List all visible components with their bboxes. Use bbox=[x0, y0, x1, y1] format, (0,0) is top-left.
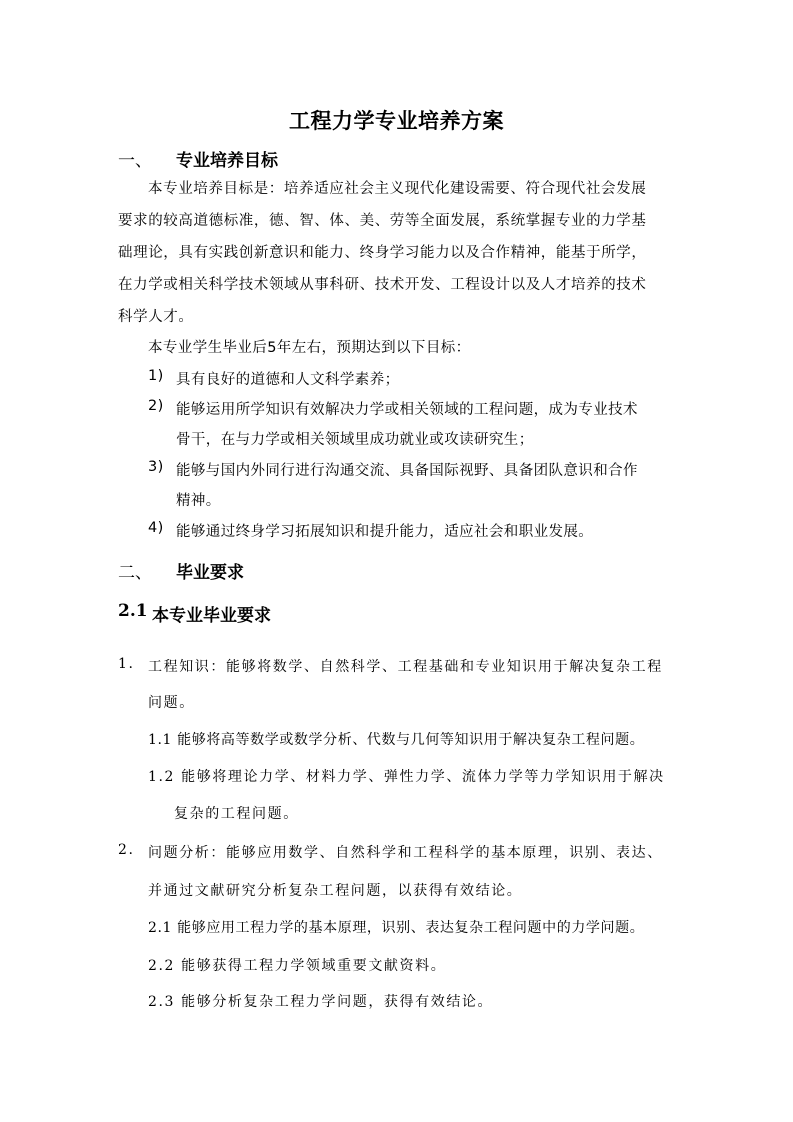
requirement-text: 问题。 bbox=[148, 695, 195, 711]
goal-text: 骨干，在与力学或相关领域里成功就业或攻读研究生； bbox=[176, 432, 534, 448]
goal-number: 1) bbox=[148, 368, 164, 384]
document-title: 工程力学专业培养方案 bbox=[289, 109, 504, 133]
indicator-item: 2.1 能够应用工程力学的基本原理，识别、表达复杂工程问题中的力学问题。 bbox=[148, 920, 645, 936]
goals-intro: 本专业学生毕业后5年左右，预期达到以下目标： bbox=[148, 340, 471, 356]
goal-text: 精神。 bbox=[176, 493, 221, 509]
indicator-item: 1.1 能够将高等数学或数学分析、代数与几何等知识用于解决复杂工程问题。 bbox=[148, 732, 645, 748]
paragraph-line: 本专业培养目标是：培养适应社会主义现代化建设需要、符合现代社会发展 bbox=[148, 181, 647, 197]
subsection-heading: 本专业毕业要求 bbox=[152, 606, 271, 626]
indicator-item: 1.2 能够将理论力学、材料力学、弹性力学、流体力学等力学知识用于解决 bbox=[148, 769, 665, 785]
paragraph-line: 础理论，具有实践创新意识和能力、终身学习能力以及合作精神，能基于所学， bbox=[118, 245, 647, 261]
section-2-heading: 毕业要求 bbox=[176, 563, 244, 583]
goal-number: 3) bbox=[148, 459, 164, 475]
section-1-number: 一、 bbox=[118, 151, 152, 171]
goal-text: 具有良好的道德和人文科学素养； bbox=[176, 372, 400, 388]
requirement-text: 并通过文献研究分析复杂工程问题，以获得有效结论。 bbox=[148, 883, 523, 899]
paragraph-line: 在力学或相关科学技术领域从事科研、技术开发、工程设计以及人才培养的技术 bbox=[118, 277, 647, 293]
section-2-number: 二、 bbox=[118, 563, 152, 583]
goal-text: 能够通过终身学习拓展知识和提升能力，适应社会和职业发展。 bbox=[176, 524, 594, 540]
section-1-heading: 专业培养目标 bbox=[176, 151, 278, 171]
requirement-number: 1. bbox=[118, 656, 135, 672]
indicator-item: 复杂的工程问题。 bbox=[174, 806, 299, 822]
indicator-item: 2.2 能够获得工程力学领域重要文献资料。 bbox=[148, 958, 447, 974]
requirement-text: 工程知识：能够将数学、自然科学、工程基础和专业知识用于解决复杂工程 bbox=[148, 659, 663, 675]
goal-number: 2) bbox=[148, 398, 164, 414]
paragraph-line: 科学人才。 bbox=[118, 309, 194, 325]
goal-text: 能够运用所学知识有效解决力学或相关领域的工程问题，成为专业技术 bbox=[176, 402, 638, 418]
goal-text: 能够与国内外同行进行沟通交流、具备国际视野、具备团队意识和合作 bbox=[176, 463, 638, 479]
subsection-number: 2.1 bbox=[118, 601, 148, 621]
requirement-text: 问题分析：能够应用数学、自然科学和工程科学的基本原理，识别、表达、 bbox=[148, 845, 663, 861]
paragraph-line: 要求的较高道德标准，德、智、体、美、劳等全面发展，系统掌握专业的力学基 bbox=[118, 213, 647, 229]
requirement-number: 2. bbox=[118, 842, 135, 858]
indicator-item: 2.3 能够分析复杂工程力学问题，获得有效结论。 bbox=[148, 994, 494, 1010]
goal-number: 4) bbox=[148, 520, 164, 536]
